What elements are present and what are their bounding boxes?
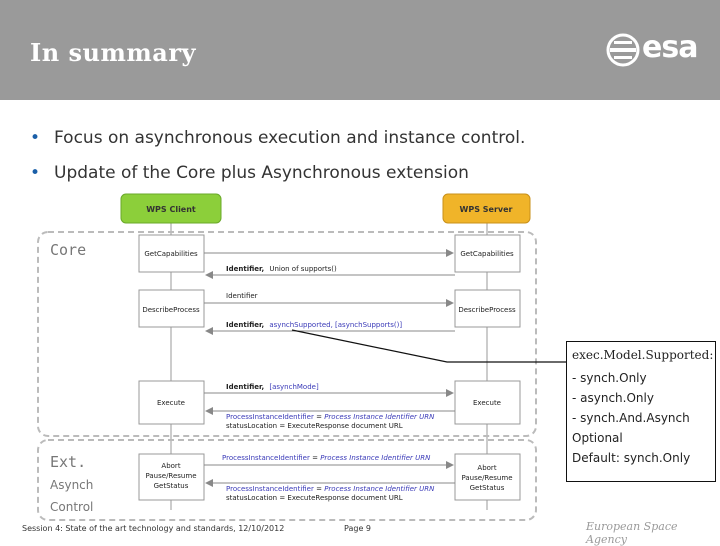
footer-page-number: Page 9 xyxy=(344,524,371,533)
ext-msg-part: = xyxy=(309,454,321,462)
ext-msg-part: ProcessInstanceIdentifier xyxy=(226,485,314,493)
ext-msg-part: ProcessInstanceIdentifier xyxy=(222,454,310,462)
exec-request-text xyxy=(226,383,319,391)
desc-msg-part: Identifier, xyxy=(226,321,265,329)
ext-request-text xyxy=(222,454,431,462)
ext-label: Ext. xyxy=(50,453,87,471)
getcap-response-text xyxy=(226,265,337,273)
exec-msg-part: Identifier, xyxy=(226,383,265,391)
ext-msg-part: Process Instance Identifier URN xyxy=(320,454,431,462)
getcap-msg-part: Identifier, xyxy=(226,265,265,273)
exec-client-label: Execute xyxy=(157,399,185,407)
callout-line: - asynch.Only xyxy=(572,391,654,405)
exec-msg-part: = xyxy=(313,413,325,421)
esa-logo-text: esa xyxy=(642,30,698,65)
desc-msg-part: asynchSupported, [asynchSupports()] xyxy=(269,321,403,329)
status-client-label: GetStatus xyxy=(153,482,189,490)
exec-msg-part: [asynchMode] xyxy=(269,383,319,391)
ext-msg-part: = xyxy=(313,485,325,493)
getcap-client-label: GetCapabilities xyxy=(144,250,198,258)
callout-line: - synch.Only xyxy=(572,371,647,385)
status-server-label: GetStatus xyxy=(469,484,505,492)
exec-model-callout xyxy=(566,341,716,482)
ext-status-text: statusLocation = ExecuteResponse document URL xyxy=(226,494,403,502)
exec-server-label: Execute xyxy=(473,399,501,407)
abort-server-label: Abort xyxy=(477,464,497,472)
exec-status-text: statusLocation = ExecuteResponse document URL xyxy=(226,422,403,430)
exec-msg-part: Process Instance Identifier URN xyxy=(324,413,435,421)
callout-line: Optional xyxy=(572,431,623,445)
exec-msg-part: ProcessInstanceIdentifier xyxy=(226,413,314,421)
callout-line: - synch.And.Asynch xyxy=(572,411,690,425)
bullet-text: Focus on asynchronous execution and instance control. xyxy=(54,128,526,148)
abort-client-label: Abort xyxy=(161,462,181,470)
slide-title: In summary xyxy=(30,38,196,67)
exec-response-text xyxy=(226,413,435,421)
bullet-dot-icon: • xyxy=(30,128,41,148)
callout-heading: exec.Model.Supported: xyxy=(572,348,714,362)
ext-response-text xyxy=(226,485,435,493)
pause-client-label: Pause/Resume xyxy=(145,472,197,480)
bullet-dot-icon: • xyxy=(30,163,41,183)
desc-response-text xyxy=(226,321,402,329)
callout-line: Default: synch.Only xyxy=(572,451,691,465)
desc-request-text: Identifier xyxy=(226,292,258,300)
ext-msg-part: Process Instance Identifier URN xyxy=(324,485,435,493)
getcap-msg-part: Union of supports() xyxy=(269,265,337,273)
core-label: Core xyxy=(50,241,87,259)
wps-client-label: WPS Client xyxy=(146,205,196,214)
bullet-text: Update of the Core plus Asynchronous extension xyxy=(54,163,469,183)
pause-server-label: Pause/Resume xyxy=(461,474,513,482)
desc-server-label: DescribeProcess xyxy=(458,306,516,314)
ext-control-label: Control xyxy=(50,500,94,514)
wps-server-label: WPS Server xyxy=(459,205,513,214)
callout-pointer-line xyxy=(292,330,566,362)
footer-session: Session 4: State of the art technology and standards, 12/10/2012 xyxy=(22,524,285,533)
footer-agency: European Space Agency xyxy=(586,520,678,546)
getcap-server-label: GetCapabilities xyxy=(460,250,514,258)
desc-client-label: DescribeProcess xyxy=(142,306,200,314)
ext-asynch-label: Asynch xyxy=(50,478,94,492)
